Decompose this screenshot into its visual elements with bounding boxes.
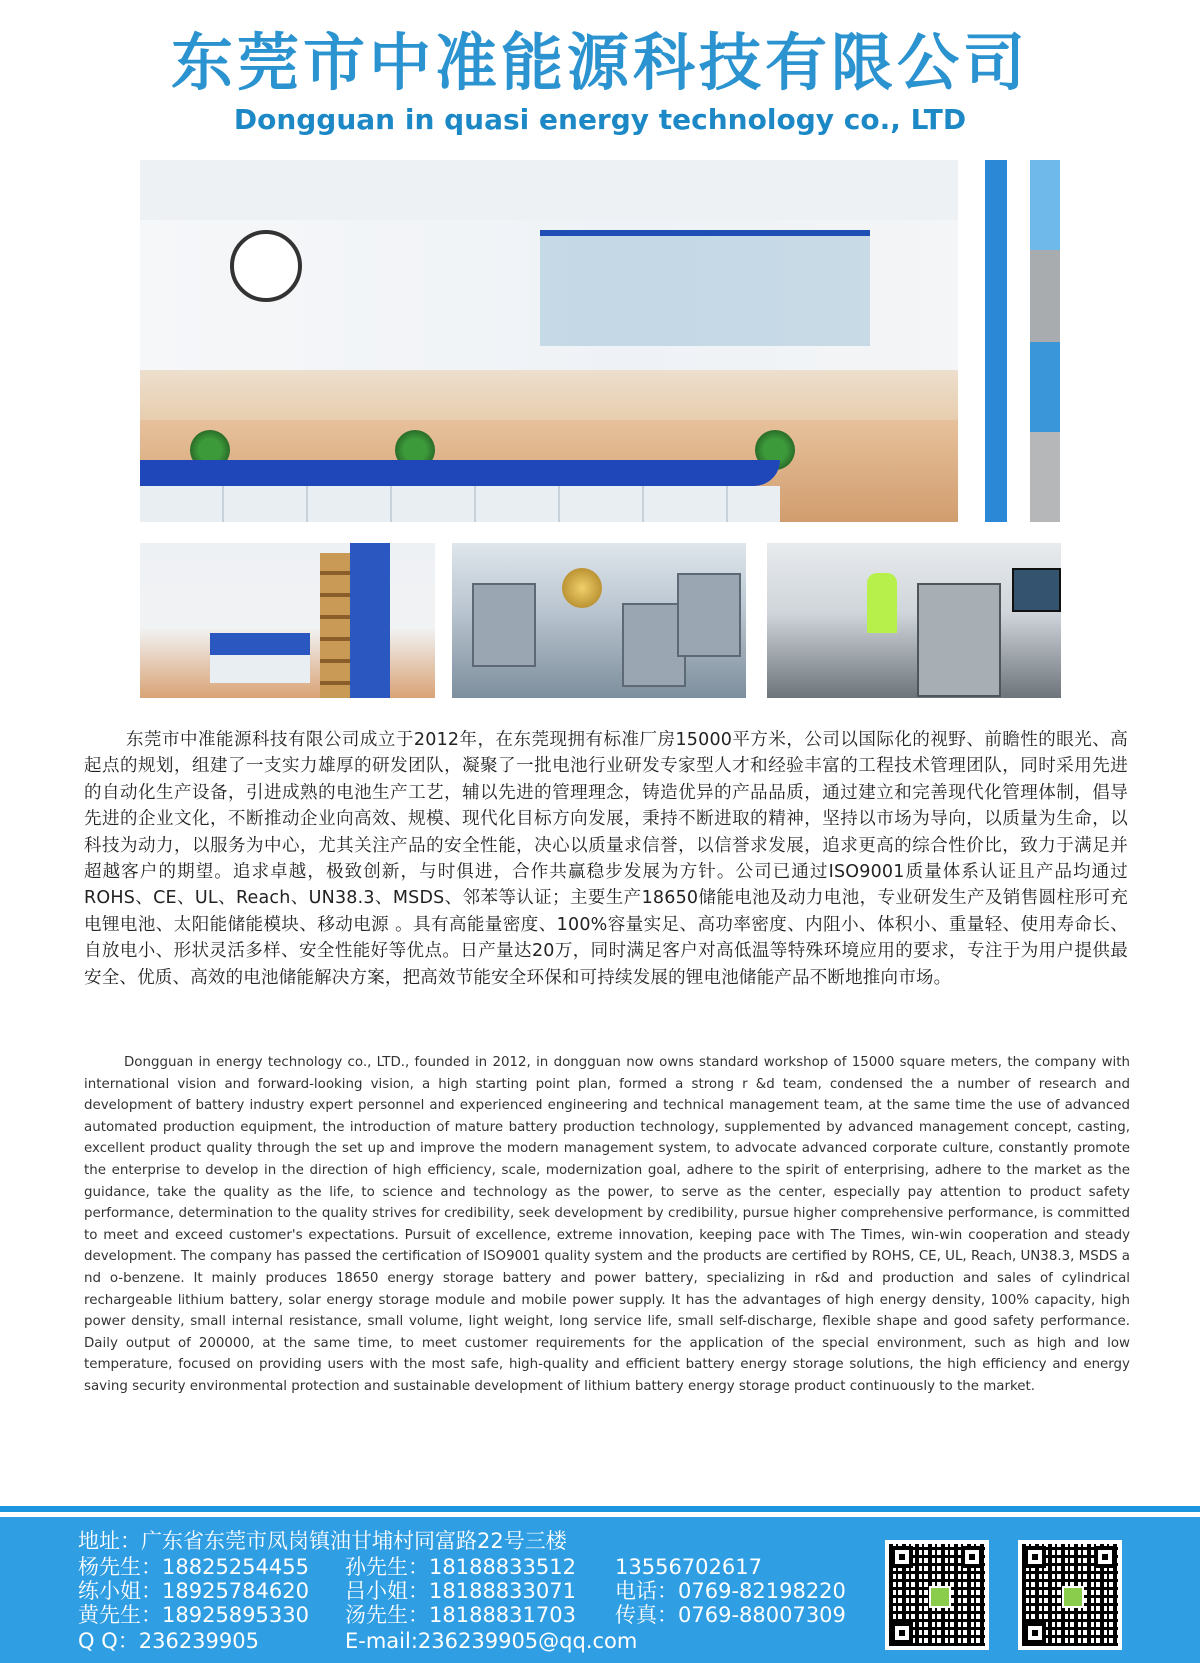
office-reception-photo xyxy=(140,160,958,522)
qr-code[interactable] xyxy=(885,1540,989,1650)
address: 地址：广东省东莞市凤岗镇油甘埔村同富路22号三楼 xyxy=(78,1529,567,1553)
contact-lv: 吕小姐：18188833071 xyxy=(345,1579,576,1603)
decorative-bar xyxy=(1030,342,1060,432)
company-intro-english: Dongguan in energy technology co., LTD., founded in 2012, in dongguan now owns standard workshop of 15000 square meters, the company with international vision and forward-looking vision, a high starting point plan, formed a strong r &d team, condensed the a number of research and development of battery industry expert personnel and experienced engineering and technical management team, at the same time the use of advanced automated production equipment, the introduction of mature battery production technology, supplemented by advanced management concept, casting, excellent product quality through the set up and improve the modern management system, to advocate advanced corporate culture, constantly promote the enterprise to develop in the direction of high efficiency, scale, modernization goal, adhere to the spirit of enterprising, adhere to the market as the guidance, take the quality as the life, to science and technology as the power, to serve as the center, especially pay attention to product safety performance, determination to the quality strives for credibility, seek development by credibility, pursue higher comprehensive performance, is committed to meet and exceed customer's expectations. Pursuit of excellence, extreme innovation, keeping pace with The Times, win-win cooperation and steady development. The company has passed the certification of ISO9001 quality system and the products are certified by ROHS, CE, UL, Reach, UN38.3, MSDS a nd o-benzene. It mainly produces 18650 energy storage battery and power battery, specializing in r&d and production and sales of cylindrical rechargeable lithium battery, solar energy storage module and mobile power supply. It has the advantages of high energy density, 100% capacity, high power density, small internal resistance, small volume, light weight, long service life, small self-discharge, flexible shape and good safety performance. Daily output of 200000, at the same time, to meet customer requirements for the application of the special environment, such as high and low temperature, focused on providing users with the most safe, high-quality and efficient battery energy storage solutions, the high efficiency and energy saving security environmental protection and sustainable development of lithium battery energy storage product continuously to the market. xyxy=(84,1055,1130,1394)
contact-fax: 传真：0769-88007309 xyxy=(615,1603,846,1627)
contact-tang: 汤先生：18188831703 xyxy=(345,1603,576,1627)
contact-qq: Q Q：236239905 xyxy=(78,1629,259,1653)
decorative-bar xyxy=(1030,432,1060,522)
lab-equipment-photo xyxy=(767,543,1061,698)
company-intro-chinese: 东莞市中准能源科技有限公司成立于2012年，在东莞现拥有标准厂房15000平方米，公司以国际化的视野、前瞻性的眼光、高起点的规划，组建了一支实力雄厚的研发团队，凝聚了一批电池行业研发专家型人才和经验丰富的工程技术管理团队，同时采用先进的自动化生产设备，引进成熟的电池生产工艺，辅以先进的管理理念，铸造优异的产品品质，通过建立和完善现代化管理体制，倡导先进的企业文化，不断推动企业向高效、规模、现代化目标方向发展，秉持不断进取的精神，坚持以市场为导向，以质量为生命，以科技为动力，以服务为中心，尤其关注产品的安全性能，决心以质量求信誉，以信誉求发展，追求更高的综合性价比，致力于满足并超越客户的期望。追求卓越，极致创新，与时俱进，合作共赢稳步发展为方针。公司已通过ISO9001质量体系认证且产品均通过ROHS、CE、UL、Reach、UN38.3、MSDS、邻苯等认证；主要生产18650储能电池及动力电池，专业研发生产及销售圆柱形可充电锂电池、太阳能储能模块、移动电源 。具有高能量密度、100%容量实足、高功率密度、内阻小、体积小、重量轻、使用寿命长、自放电小、形状灵活多样、安全性能好等优点。日产量达20万，同时满足客户对高低温等特殊环境应用的要求，专注于为用户提供最安全、优质、高效的电池储能解决方案，把高效节能安全环保和可持续发展的锂电池储能产品不断地推向市场。 xyxy=(84,730,1128,988)
production-workshop-photo xyxy=(452,543,746,698)
page-title-chinese: 东莞市中准能源科技有限公司 xyxy=(170,26,1029,99)
contact-lian: 练小姐：18925784620 xyxy=(78,1579,309,1603)
contact-huang: 黄先生：18925895330 xyxy=(78,1603,309,1627)
decorative-bar xyxy=(1030,160,1060,250)
contact-phone: 电话：0769-82198220 xyxy=(615,1579,846,1603)
decorative-bar xyxy=(985,160,1007,522)
footer-divider xyxy=(0,1506,1200,1512)
page-title-english: Dongguan in quasi energy technology co., LTD xyxy=(233,103,967,136)
reception-hall-photo xyxy=(140,543,435,698)
contact-sun: 孙先生：18188833512 xyxy=(345,1555,576,1579)
decorative-bar xyxy=(1030,250,1060,342)
contact-email: E-mail:236239905@qq.com xyxy=(345,1629,638,1653)
contact-yang: 杨先生：18825254455 xyxy=(78,1555,309,1579)
contact-mobile: 13556702617 xyxy=(615,1555,762,1579)
qr-code[interactable] xyxy=(1018,1540,1122,1650)
